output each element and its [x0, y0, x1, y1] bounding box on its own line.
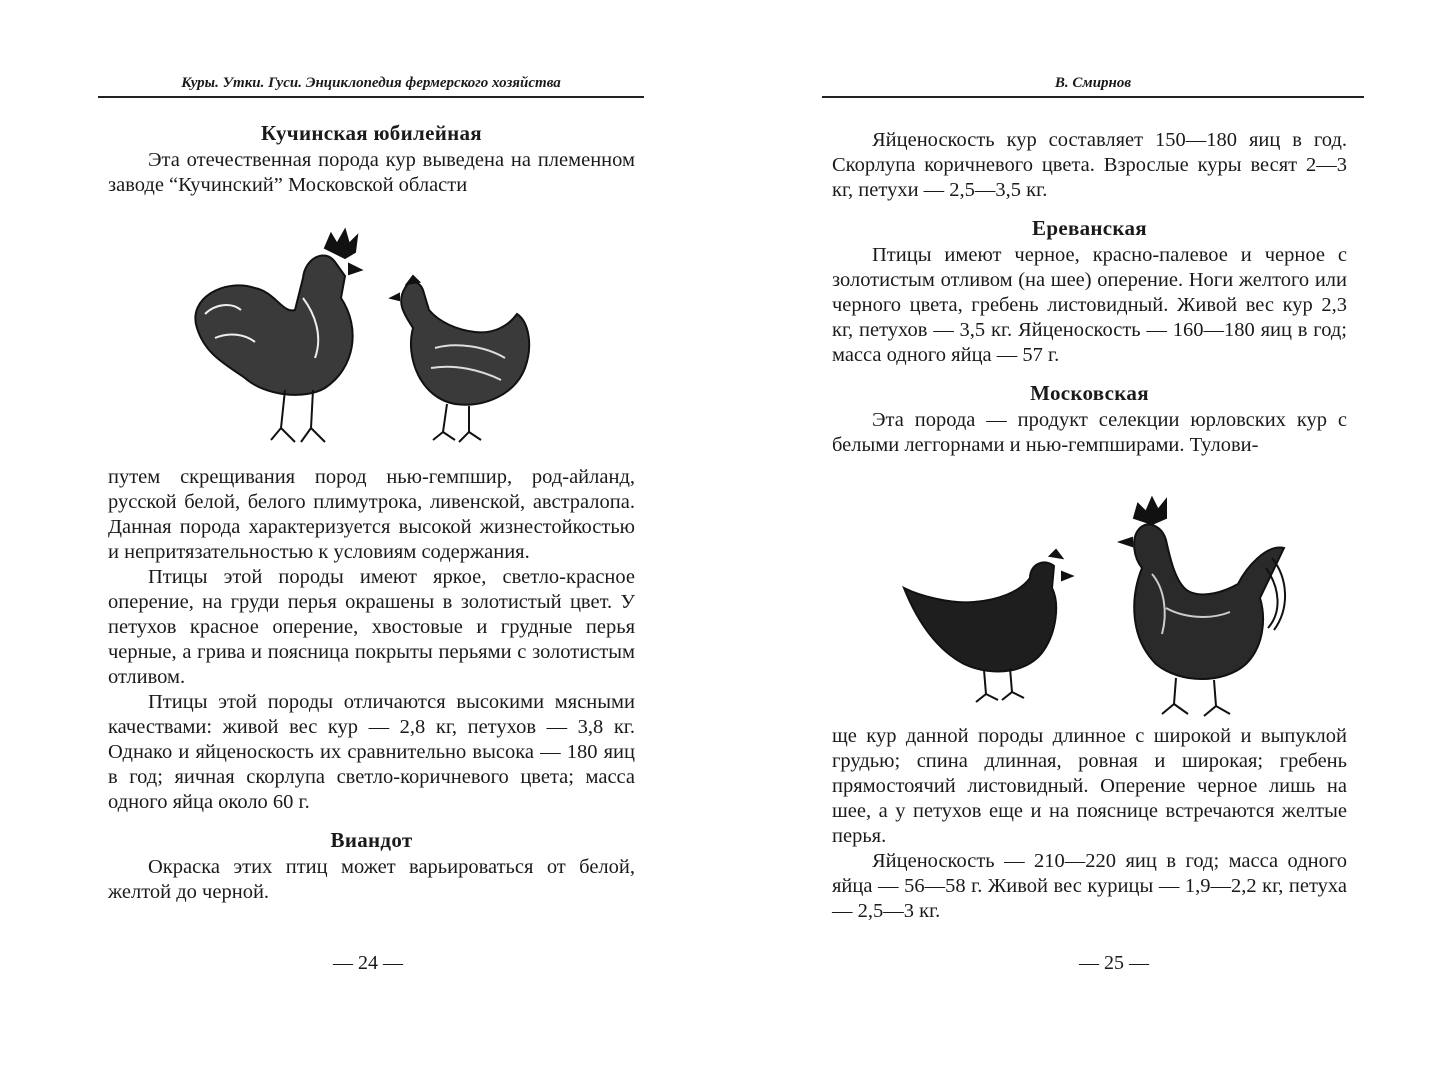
hen-figure	[904, 550, 1072, 702]
running-head: Куры. Утки. Гуси. Энциклопедия фермерского хозяйства	[98, 66, 644, 98]
paragraph: Яйценоскость — 210—220 яиц в год; масса одного яйца — 56—58 г. Живой вес курицы — 1,9—2,2 кг, петуха — 2,5—3 кг.	[832, 850, 1347, 922]
rooster-hen-illustration	[185, 218, 545, 458]
section-title: Виандот	[330, 828, 413, 852]
rooster-figure	[195, 230, 361, 442]
paragraph: Птицы этой породы отличаются высокими мясными качествами: живой вес кур — 2,8 кг, петухов — 3,8 кг. Однако и яйценоскость их сравнительно высока — 180 яиц в год; яичная скорлупа светло-коричневого цвета; масса одного яйца около 60 г.	[108, 691, 635, 813]
hen-rooster-illustration	[894, 488, 1294, 728]
paragraph: Окраска этих птиц может варьироваться от белой, желтой до черной.	[108, 856, 635, 903]
section-title: Кучинская юбилейная	[261, 121, 482, 145]
paragraph: Птицы имеют черное, красно-палевое и черное с золотистым отливом (на шее) оперение. Ноги желтого или черного цвета, гребень листовидный. Живой вес кур 2,3 кг, петухов — 3,5 кг. Яйценоскость — 160—180 яиц в год; масса одного яйца — 57 г.	[832, 244, 1347, 366]
hen-figure	[391, 276, 529, 442]
right-page	[724, 0, 1448, 1080]
paragraph: Эта порода — продукт селекции юрловских кур с белыми леггорнами и нью-гемпширами. Тулови-	[832, 409, 1347, 456]
section-moskovskaya-body	[832, 724, 1347, 924]
section-continued	[832, 128, 1347, 458]
paragraph: ще кур данной породы длинное с широкой и выпуклой грудью; спина длинная, ровная и широкая; гребень прямостоячий листовидный. Оперение черное лишь на шее, а у петухов еще и на пояснице встречаются желтые перья.	[832, 725, 1347, 847]
paragraph: Эта отечественная порода кур выведена на племенном заводе “Кучинский” Московской области	[108, 149, 635, 196]
section-title: Московская	[1030, 381, 1149, 405]
rooster-figure	[1120, 498, 1285, 716]
paragraph: путем скрещивания пород нью-гемпшир, род-айланд, русской белой, белого плимутрока, ливенской, австралопа. Данная порода характеризуется высокой жизнестойкостью и непритязательностью к условиям содержания.	[108, 466, 635, 563]
page-number: — 24 —	[333, 952, 403, 974]
running-head: В. Смирнов	[822, 66, 1364, 98]
section-kuchinskaya-body	[108, 465, 635, 905]
section-kuchinskaya-top	[108, 118, 635, 198]
page-number: — 25 —	[1079, 952, 1149, 974]
paragraph: Яйценоскость кур составляет 150—180 яиц в год. Скорлупа коричневого цвета. Взрослые куры весят 2—3 кг, петухи — 2,5—3,5 кг.	[832, 129, 1347, 201]
paragraph: Птицы этой породы имеют яркое, светло-красное оперение, на груди перья окрашены в золотистый цвет. У петухов красное оперение, хвостовые и грудные перья черные, а грива и поясница покрыты перьями с золотистым отливом.	[108, 566, 635, 688]
section-title: Ереванская	[1032, 216, 1147, 240]
